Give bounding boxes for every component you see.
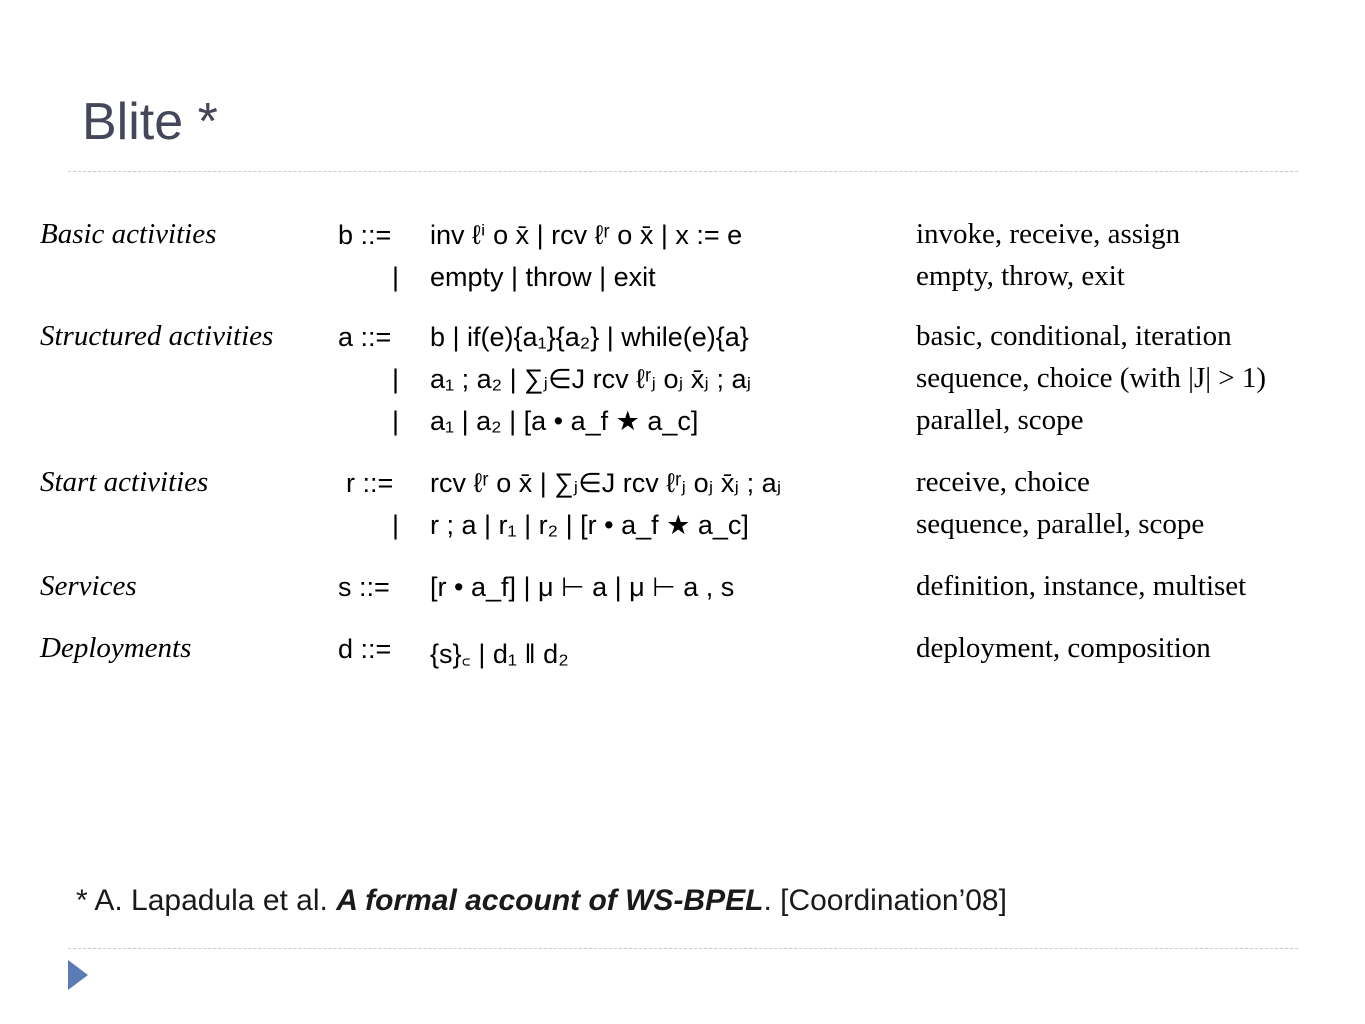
grammar-category: Deployments	[40, 632, 192, 664]
grammar-production: a₁ ; a₂ | ∑ⱼ∈J rcv ℓʳⱼ oⱼ x̄ⱼ ; aⱼ	[430, 364, 752, 394]
footnote-paper-title: A formal account of WS-BPEL	[336, 884, 764, 917]
grammar-category: Start activities	[40, 466, 209, 498]
grammar-description: deployment, composition	[916, 632, 1211, 664]
grammar-production: empty | throw | exit	[430, 262, 656, 292]
grammar-description: sequence, parallel, scope	[916, 508, 1205, 540]
footer-divider	[68, 948, 1298, 949]
grammar-description: definition, instance, multiset	[916, 570, 1247, 602]
grammar-production: {s}꜀ | d₁ ‖ d₂	[430, 639, 569, 669]
grammar-nonterminal: r ::=	[346, 468, 394, 498]
grammar-description: parallel, scope	[916, 404, 1084, 436]
grammar-description: invoke, receive, assign	[916, 218, 1181, 250]
grammar-description: receive, choice	[916, 466, 1090, 498]
grammar-description: basic, conditional, iteration	[916, 320, 1232, 352]
grammar-description: empty, throw, exit	[916, 260, 1125, 292]
grammar-nonterminal: d ::=	[338, 634, 392, 664]
grammar-alternative-bar: |	[392, 262, 400, 292]
grammar-category: Basic activities	[40, 218, 217, 250]
grammar-production: r ; a | r₁ | r₂ | [r • a_f ★ a_c]	[430, 510, 749, 540]
grammar-alternative-bar: |	[392, 510, 400, 540]
grammar-nonterminal: a ::=	[338, 322, 392, 352]
grammar-alternative-bar: |	[392, 406, 400, 436]
grammar-production: [r • a_f] | μ ⊢ a | μ ⊢ a , s	[430, 572, 735, 602]
grammar-alternative-bar: |	[392, 364, 400, 394]
slide-title: Blite *	[82, 93, 218, 151]
grammar-category: Services	[40, 570, 137, 602]
grammar-nonterminal: b ::=	[338, 220, 392, 250]
grammar-production: b | if(e){a₁}{a₂} | while(e){a}	[430, 322, 749, 352]
footnote-suffix: . [Coordination’08]	[763, 884, 1007, 917]
footnote-prefix: * A. Lapadula et al.	[76, 884, 337, 917]
triangle-right-icon	[68, 960, 88, 990]
grammar-production: inv ℓⁱ o x̄ | rcv ℓʳ o x̄ | x := e	[430, 220, 743, 250]
grammar-category: Structured activities	[40, 320, 274, 352]
grammar-production: a₁ | a₂ | [a • a_f ★ a_c]	[430, 406, 699, 436]
grammar-production: rcv ℓʳ o x̄ | ∑ⱼ∈J rcv ℓʳⱼ oⱼ x̄ⱼ ; aⱼ	[430, 468, 782, 498]
grammar-description: sequence, choice (with |J| > 1)	[916, 362, 1267, 394]
footnote	[76, 884, 1007, 918]
grammar-nonterminal: s ::=	[338, 572, 390, 602]
